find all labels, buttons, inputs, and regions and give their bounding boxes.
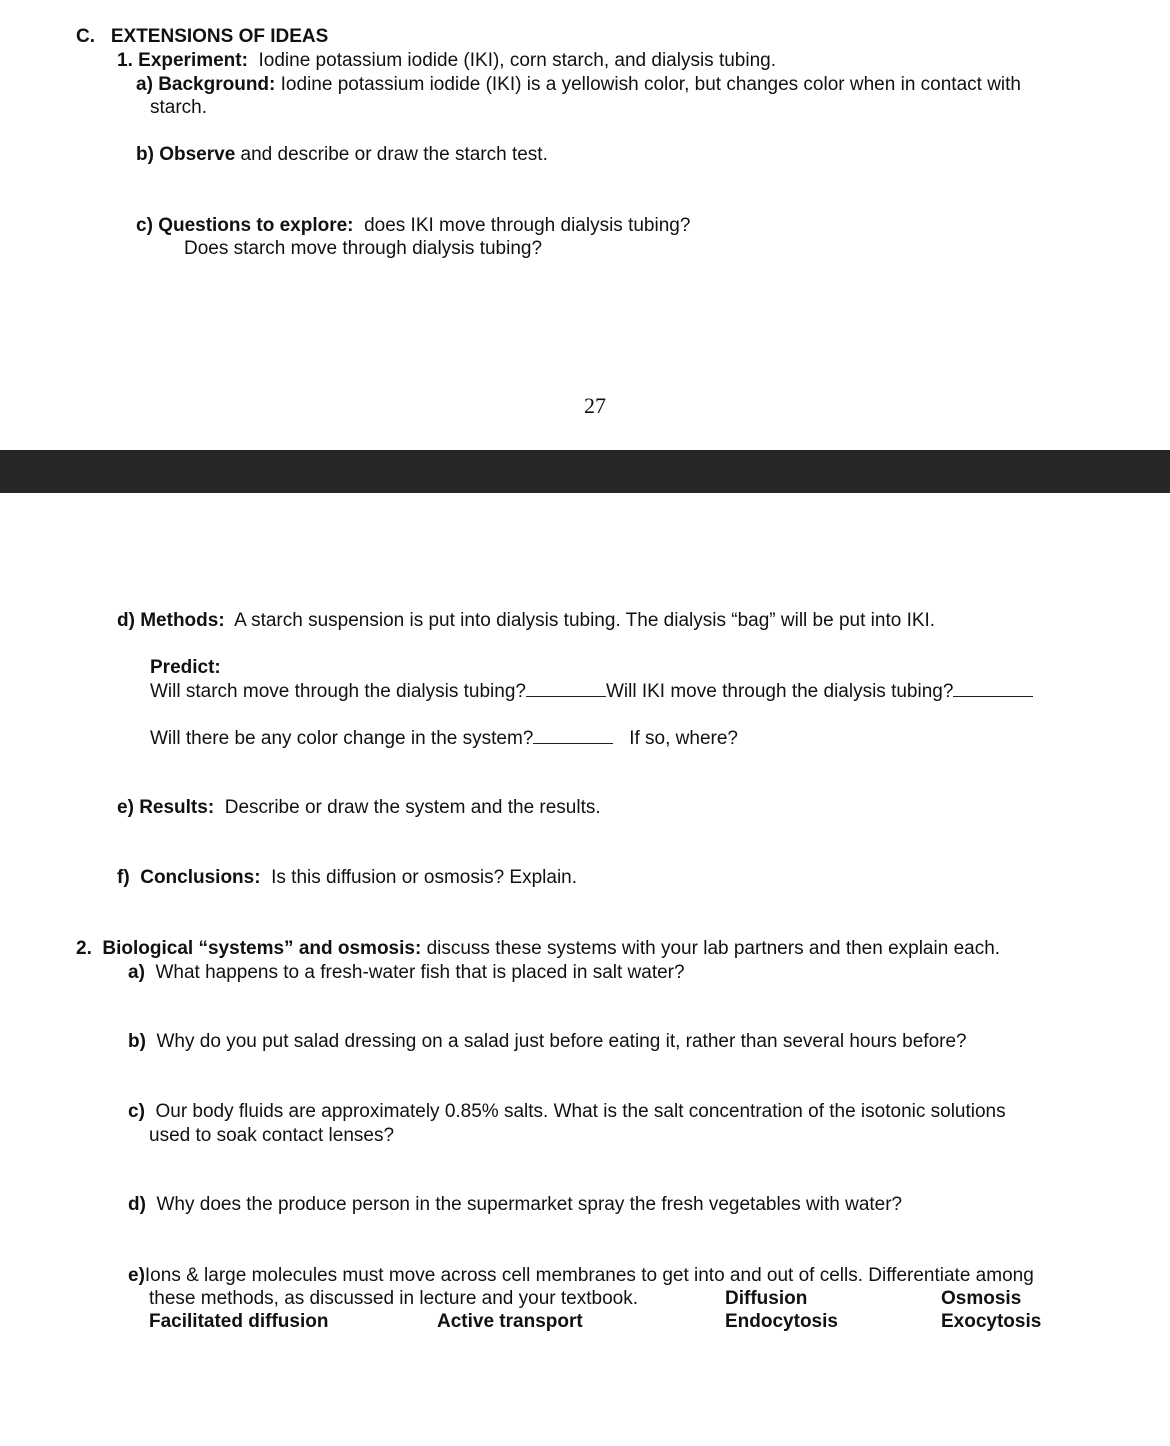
bio-c-text: Our body fluids are approximately 0.85% salts. What is the salt concentration of the isotonic solutions [155, 1101, 1006, 1122]
predict-label [150, 656, 221, 679]
bio-e-marker: e) [128, 1265, 145, 1286]
bio-c-line-2: used to soak contact lenses? [149, 1125, 395, 1146]
term-diffusion: Diffusion [725, 1288, 808, 1309]
bio-number: 2. [76, 938, 92, 959]
page-number: 27 [584, 393, 606, 418]
observe-text: and describe or draw the starch test. [240, 144, 548, 165]
methods-line [117, 609, 935, 632]
results-text: Describe or draw the system and the results. [224, 797, 601, 818]
term-exocytosis: Exocytosis [941, 1311, 1042, 1332]
conclusions-line [117, 866, 577, 889]
background-label: Background: [158, 74, 276, 95]
questions-text: does IKI move through dialysis tubing? [364, 215, 691, 236]
background-marker: a) [136, 74, 153, 95]
term-osmosis: Osmosis [941, 1288, 1022, 1309]
methods-marker: d) [117, 610, 135, 631]
conclusions-text: Is this diffusion or osmosis? Explain. [271, 867, 578, 888]
observe-line [136, 143, 548, 166]
question-iki: Will IKI move through the dialysis tubing? [605, 681, 954, 702]
bio-c-line [128, 1100, 1006, 1123]
bio-d-text: Why does the produce person in the supermarket spray the fresh vegetables with water? [156, 1194, 903, 1215]
section-letter: C. [76, 26, 95, 47]
bio-e-text: Ions & large molecules must move across cell membranes to get into and out of cells. Differentiate among [144, 1265, 1034, 1286]
bio-c-marker: c) [128, 1101, 145, 1122]
starch-answer-blank[interactable] [526, 679, 606, 697]
section-title: EXTENSIONS OF IDEAS [110, 26, 329, 47]
results-marker: e) [117, 797, 134, 818]
experiment-text: Iodine potassium iodide (IKI), corn starch, and dialysis tubing. [258, 50, 777, 71]
background-line-2: starch. [150, 97, 208, 118]
question-where: If so, where? [629, 728, 738, 749]
experiment-number: 1. [117, 50, 133, 71]
bio-e-line [128, 1264, 1034, 1287]
questions-line-2: Does starch move through dialysis tubing? [184, 238, 543, 259]
conclusions-marker: f) [117, 867, 130, 888]
background-line [136, 73, 1021, 96]
questions-label: Questions to explore: [158, 215, 354, 236]
section-heading [76, 25, 328, 48]
predict-row-2 [150, 726, 738, 750]
iki-answer-blank[interactable] [953, 679, 1033, 697]
experiment-line [117, 49, 776, 72]
methods-text: A starch suspension is put into dialysis tubing. The dialysis “bag” will be put into IKI. [234, 610, 936, 631]
bio-d-marker: d) [128, 1194, 146, 1215]
bio-label: Biological “systems” and osmosis: [102, 938, 422, 959]
bio-b-marker: b) [128, 1031, 146, 1052]
question-starch: Will starch move through the dialysis tubing? [150, 681, 526, 702]
experiment-label: Experiment: [138, 50, 248, 71]
bio-a-marker: a) [128, 962, 145, 983]
bio-b-line [128, 1030, 967, 1053]
bio-e-line-2: these methods, as discussed in lecture and your textbook. [149, 1288, 638, 1309]
background-text: Iodine potassium iodide (IKI) is a yellowish color, but changes color when in contact with [280, 74, 1021, 95]
term-facilitated-diffusion: Facilitated diffusion [149, 1311, 329, 1332]
term-active-transport: Active transport [437, 1311, 583, 1332]
bio-a-text: What happens to a fresh-water fish that is placed in salt water? [155, 962, 685, 983]
bio-heading-line [76, 937, 1000, 960]
bio-d-line [128, 1193, 902, 1216]
color-answer-blank[interactable] [533, 726, 613, 744]
results-line [117, 796, 601, 819]
bio-text: discuss these systems with your lab partners and then explain each. [426, 938, 1001, 959]
methods-label: Methods: [140, 610, 225, 631]
term-endocytosis: Endocytosis [725, 1311, 838, 1332]
questions-line [136, 214, 690, 237]
bio-a-line [128, 961, 685, 984]
bio-b-text: Why do you put salad dressing on a salad just before eating it, rather than several hours before? [156, 1031, 967, 1052]
results-label: Results: [139, 797, 215, 818]
conclusions-label: Conclusions: [140, 867, 261, 888]
observe-label: Observe [159, 144, 236, 165]
page-divider [0, 450, 1170, 493]
predict-label-text: Predict: [150, 657, 221, 678]
question-color: Will there be any color change in the system? [150, 728, 534, 749]
questions-marker: c) [136, 215, 153, 236]
predict-row-1 [150, 679, 1033, 703]
observe-marker: b) [136, 144, 154, 165]
